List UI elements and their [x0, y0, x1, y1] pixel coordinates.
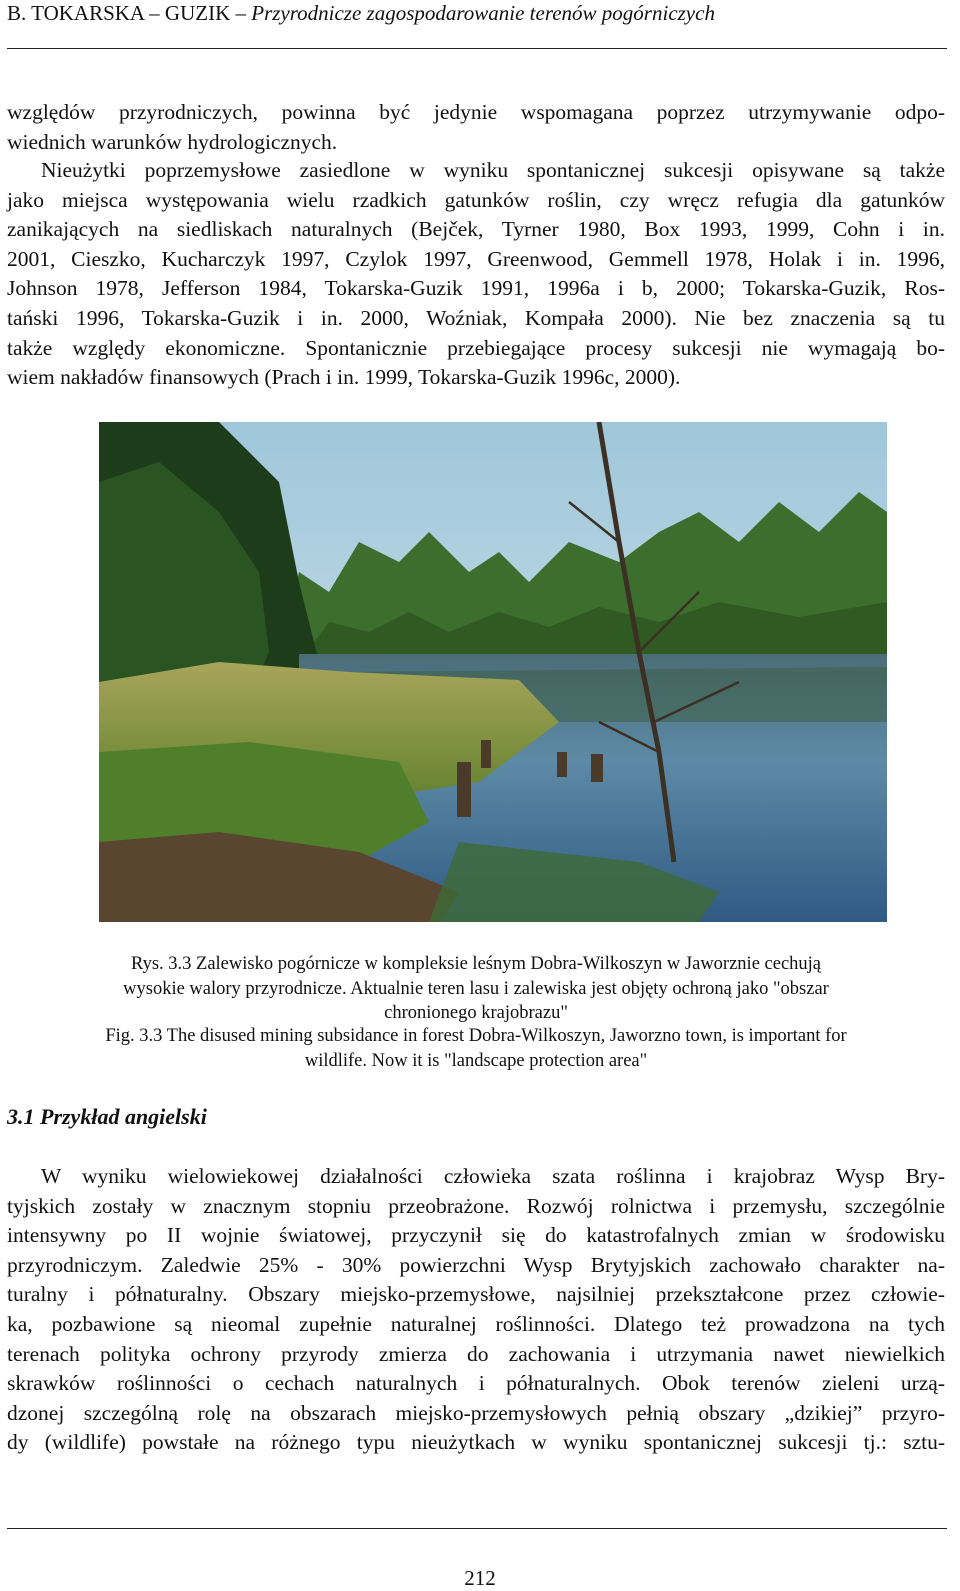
- text-line: tyjskich zostały w znacznym stopniu przeobrażone. Rozwój rolnictwa i przemysłu, szczególnie: [7, 1193, 945, 1218]
- caption-line: Rys. 3.3 Zalewisko pogórnicze w kompleksie leśnym Dobra-Wilkoszyn w Jaworznie cechują: [130, 954, 822, 974]
- text-line: zanikających na siedliskach naturalnych (Bejček, Tyrner 1980, Box 1993, 1999, Cohn i in.: [7, 217, 945, 242]
- text-line: wiem nakładów finansowych (Prach i in. 1999, Tokarska-Guzik 1996c, 2000).: [7, 365, 681, 390]
- text-line: tański 1996, Tokarska-Guzik i in. 2000, Woźniak, Kompała 2000). Nie bez znaczenia są tu: [7, 305, 945, 330]
- text-line: także względy ekonomiczne. Spontanicznie przebiegające procesy sukcesji nie wymagają bo-: [7, 335, 945, 360]
- lake-photo: [99, 422, 887, 922]
- text-line: względów przyrodniczych, powinna być jedynie wspomagana poprzez utrzymywanie odpo-: [7, 100, 945, 124]
- text-line: intensywny po II wojnie światowej, przyczynił się do katastrofalnych zmian w środowisku: [7, 1223, 945, 1248]
- header-author: B. TOKARSKA – GUZIK –: [7, 1, 246, 25]
- caption-line: wysokie walory przyrodnicze. Aktualnie teren lasu i zalewiska jest objęty ochroną jako "obszar: [123, 978, 829, 999]
- text-line: przyrodniczym. Zaledwie 25% - 30% powierzchni Wysp Brytyjskich zachowało charakter na-: [7, 1252, 945, 1277]
- paragraph-1: [7, 98, 945, 157]
- text-line: dzonej szczególną rolę na obszarach miejsko-przemysłowych pełnią obszary „dzikiej” przyro-: [7, 1400, 945, 1425]
- paragraph-2: [7, 156, 945, 393]
- running-header: [7, 0, 947, 26]
- footer-rule: [7, 1528, 947, 1529]
- text-line: terenach polityka ochrony przyrody zmierza do zachowania i utrzymania nawet niewielkich: [7, 1341, 945, 1366]
- text-line: turalny i półnaturalny. Obszary miejsko-przemysłowe, najsilniej przekształcone przez człowie-: [7, 1282, 945, 1307]
- header-title: Przyrodnicze zagospodarowanie terenów pogórniczych: [251, 1, 715, 25]
- text-line: wiednich warunków hydrologicznych.: [7, 129, 338, 154]
- text-line: W wyniku wielowiekowej działalności człowieka szata roślinna i krajobraz Wysp Bry-: [41, 1164, 945, 1188]
- text-line: dy (wildlife) powstałe na różnego typu nieużytkach w wyniku spontanicznej sukcesji tj.: sztu-: [7, 1430, 945, 1455]
- page-number: 212: [464, 1566, 496, 1590]
- caption-line: Fig. 3.3 The disused mining subsidance in forest Dobra-Wilkoszyn, Jaworzno town, is important for: [105, 1026, 847, 1046]
- text-line: ka, pozbawione są nieomal zupełnie naturalnej roślinności. Dlatego też prowadzona na tych: [7, 1311, 945, 1336]
- text-line: 2001, Cieszko, Kucharczyk 1997, Czylok 1997, Greenwood, Gemmell 1978, Holak i in. 1996,: [7, 246, 945, 271]
- header-rule: [7, 48, 947, 49]
- caption-line: chronionego krajobrazu": [384, 1003, 568, 1023]
- text-line: skrawków roślinności o cechach naturalnych i półnaturalnych. Obok terenów zieleni urzą-: [7, 1371, 945, 1396]
- text-line: Johnson 1978, Jefferson 1984, Tokarska-Guzik 1991, 1996a i b, 2000; Tokarska-Guzik, Ros-: [7, 276, 945, 301]
- figure-caption-en: [7, 1024, 945, 1073]
- lake-photo-illustration: [99, 422, 887, 922]
- paragraph-3: [7, 1162, 945, 1458]
- figure-caption-pl: [7, 952, 945, 1026]
- text-line: Nieużytki poprzemysłowe zasiedlone w wyniku spontanicznej sukcesji opisywane są także: [41, 158, 945, 182]
- section-heading: 3.1 Przykład angielski: [7, 1104, 207, 1129]
- text-line: jako miejsca występowania wielu rzadkich gatunków roślin, czy wręcz refugia dla gatunków: [7, 187, 945, 212]
- caption-line: wildlife. Now it is "landscape protection area": [304, 1050, 648, 1071]
